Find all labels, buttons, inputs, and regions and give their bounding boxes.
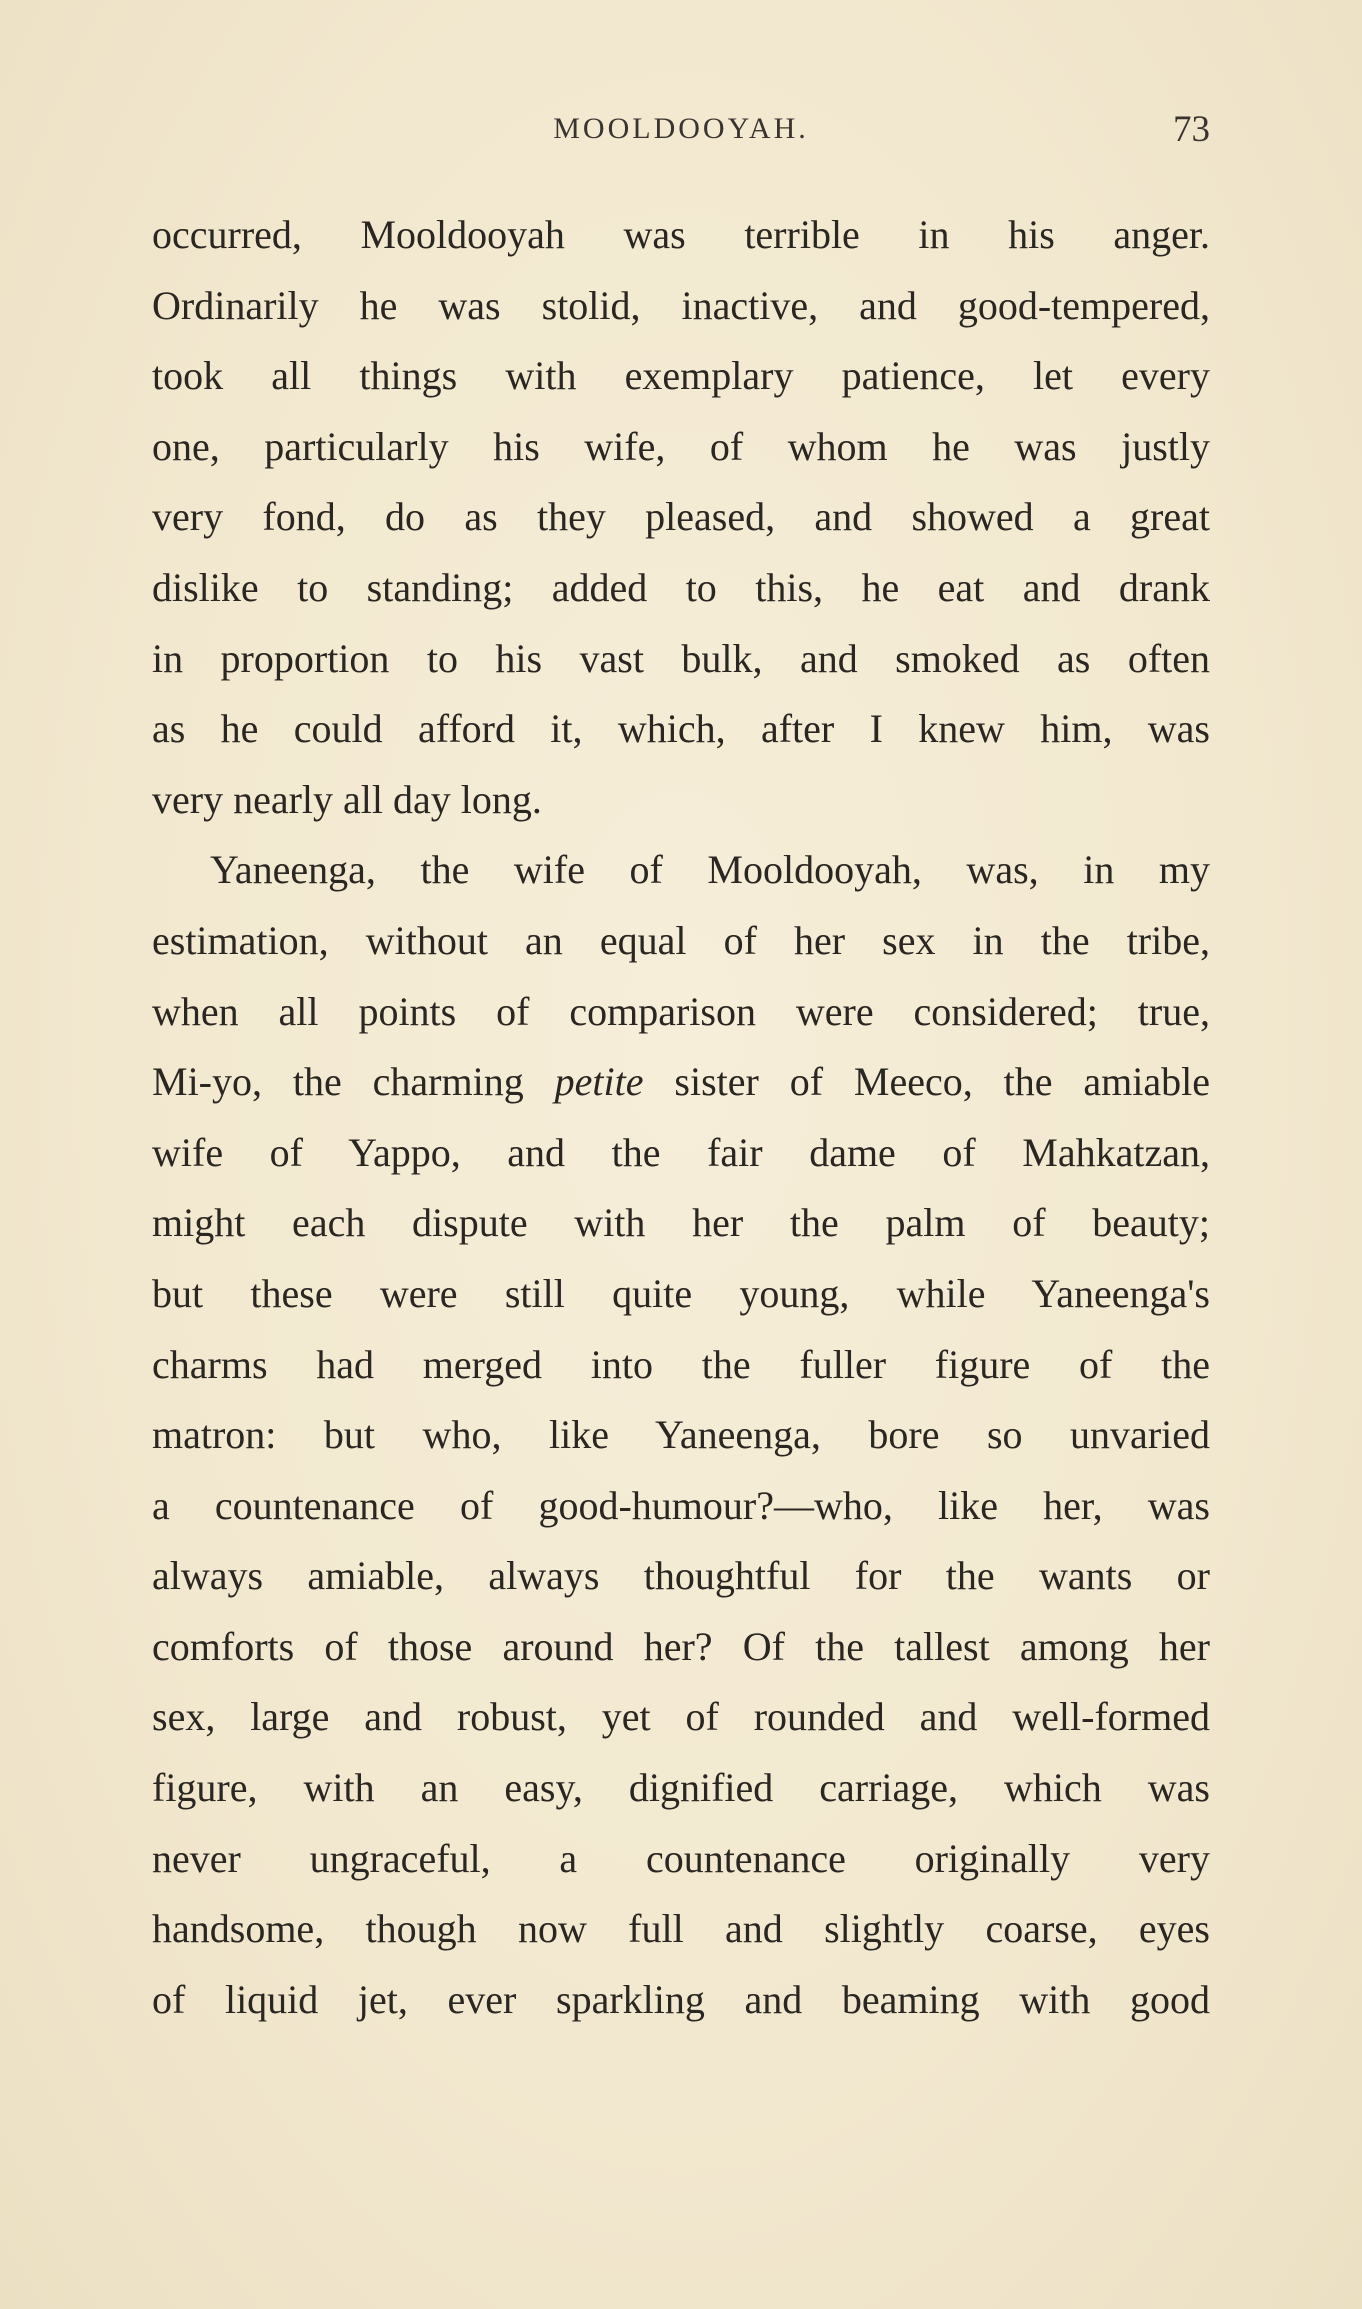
text-line: sex, large and robust, yet of rounded and well-formed (152, 1694, 1210, 1740)
text-line-mixed (152, 1047, 1210, 1118)
text-line: handsome, though now full and slightly coarse, eyes (152, 1906, 1210, 1952)
text-line: of liquid jet, ever sparkling and beaming with good (152, 1976, 1210, 2022)
text-line: occurred, Mooldooyah was terrible in his anger. (152, 212, 1210, 257)
text-line: dislike to standing; added to this, he eat and drank (152, 564, 1210, 610)
text-line: charms had merged into the fuller figure of the (152, 1341, 1210, 1387)
text-line: Yaneenga, the wife of Mooldooyah, was, in my (210, 847, 1210, 893)
paragraph-1 (152, 200, 1210, 835)
text-segment: sister of Meeco, the amiable (674, 1059, 1211, 1105)
text-line: Ordinarily he was stolid, inactive, and good-tempered, (152, 282, 1210, 328)
text-line: matron: but who, like Yaneenga, bore so unvaried (152, 1412, 1210, 1458)
text-line: very fond, do as they pleased, and showed a great (152, 494, 1210, 540)
text-line: estimation, without an equal of her sex in the tribe, (152, 917, 1210, 963)
text-line: always amiable, always thoughtful for the wants or (152, 1553, 1210, 1599)
text-line: as he could afford it, which, after I knew him, was (152, 706, 1210, 752)
italic-word: petite (554, 1059, 644, 1105)
text-line: in proportion to his vast bulk, and smoked as often (152, 635, 1210, 681)
text-segment: Mi-yo, the charming (152, 1059, 524, 1105)
text-line: one, particularly his wife, of whom he was justly (152, 423, 1210, 469)
text-line: took all things with exemplary patience, let every (152, 353, 1210, 399)
paragraph-2 (152, 835, 1210, 2035)
text-line: figure, with an easy, dignified carriage, which was (152, 1765, 1210, 1811)
text-line: a countenance of good-humour?—who, like her, was (152, 1482, 1210, 1528)
page-number: 73 (1173, 109, 1210, 150)
text-line: comforts of those around her? Of the tallest among her (152, 1623, 1210, 1669)
running-head (150, 109, 1212, 152)
text-line: wife of Yappo, and the fair dame of Mahkatzan, (152, 1129, 1210, 1175)
text-line: but these were still quite young, while Yaneenga's (152, 1270, 1210, 1316)
text-line: never ungraceful, a countenance originally very (152, 1835, 1210, 1881)
text-line: very nearly all day long. (152, 776, 542, 822)
text-line: might each dispute with her the palm of beauty; (152, 1200, 1210, 1246)
running-title: MOOLDOOYAH. (553, 112, 809, 145)
text-line: when all points of comparison were considered; true, (152, 988, 1210, 1034)
body-text (152, 200, 1210, 2035)
